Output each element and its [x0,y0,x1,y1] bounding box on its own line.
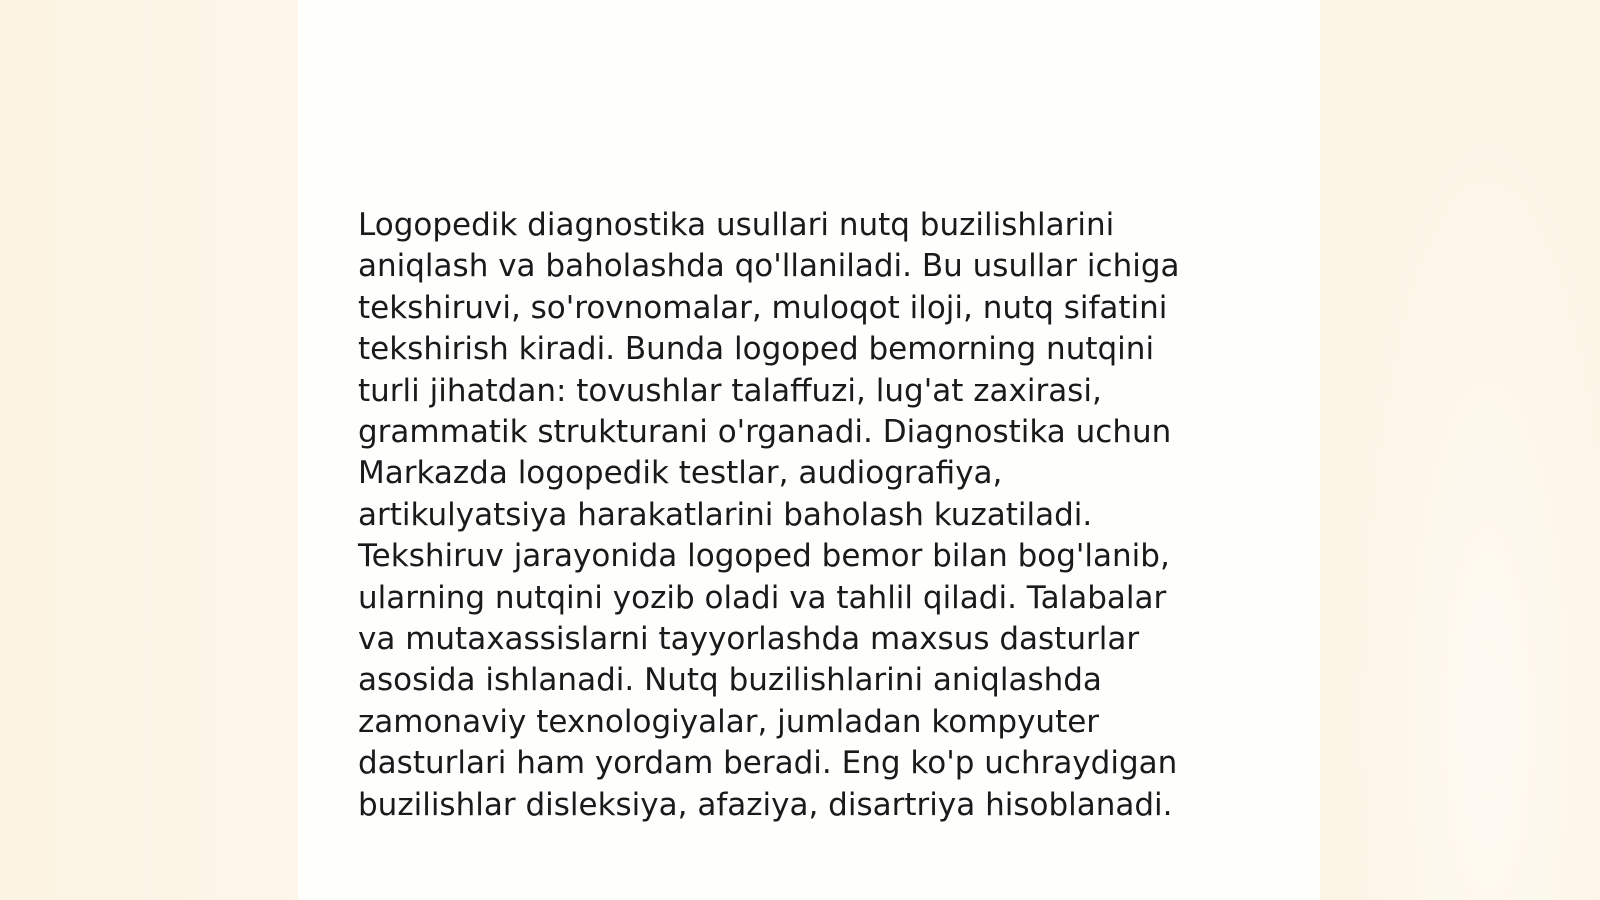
paragraph-line: zamonaviy texnologiyalar, jumladan kompyuter [358,703,1100,740]
paragraph-line: aniqlash va baholashda qo'llaniladi. Bu usullar ichiga [358,248,1180,285]
paragraph-line: va mutaxassislarni tayyorlashda maxsus dasturlar [358,621,1140,658]
paragraph-line: Markazda logopedik testlar, audiografiya, [358,455,1003,492]
paragraph-line: tekshiruvi, so'rovnomalar, muloqot iloji, nutq sifatini [358,289,1168,326]
paragraph-line: artikulyatsiya harakatlarini baholash kuzatiladi. [358,496,1093,533]
slide-page [298,0,1320,900]
paragraph-line: Tekshiruv jarayonida logoped bemor bilan bog'lanib, [358,538,1170,575]
paragraph-line: buzilishlar disleksiya, afaziya, disartriya hisoblanadi. [358,786,1173,823]
paragraph-line: grammatik strukturani o'rganadi. Diagnostika uchun [358,414,1172,451]
paragraph-line: turli jihatdan: tovushlar talaffuzi, lug'at zaxirasi, [358,372,1102,409]
paragraph-line: asosida ishlanadi. Nutq buzilishlarini aniqlashda [358,662,1102,699]
paragraph-line: tekshirish kiradi. Bunda logoped bemorning nutqini [358,331,1155,368]
paragraph-line: Logopedik diagnostika usullari nutq buzilishlarini [358,207,1115,243]
paragraph-line: dasturlari ham yordam beradi. Eng ko'p uchraydigan [358,745,1178,782]
slide-paragraph [358,205,1238,826]
paragraph-line: ularning nutqini yozib oladi va tahlil qiladi. Talabalar [358,579,1167,616]
background-left-margin [0,0,298,900]
background-right-margin [1320,0,1600,900]
